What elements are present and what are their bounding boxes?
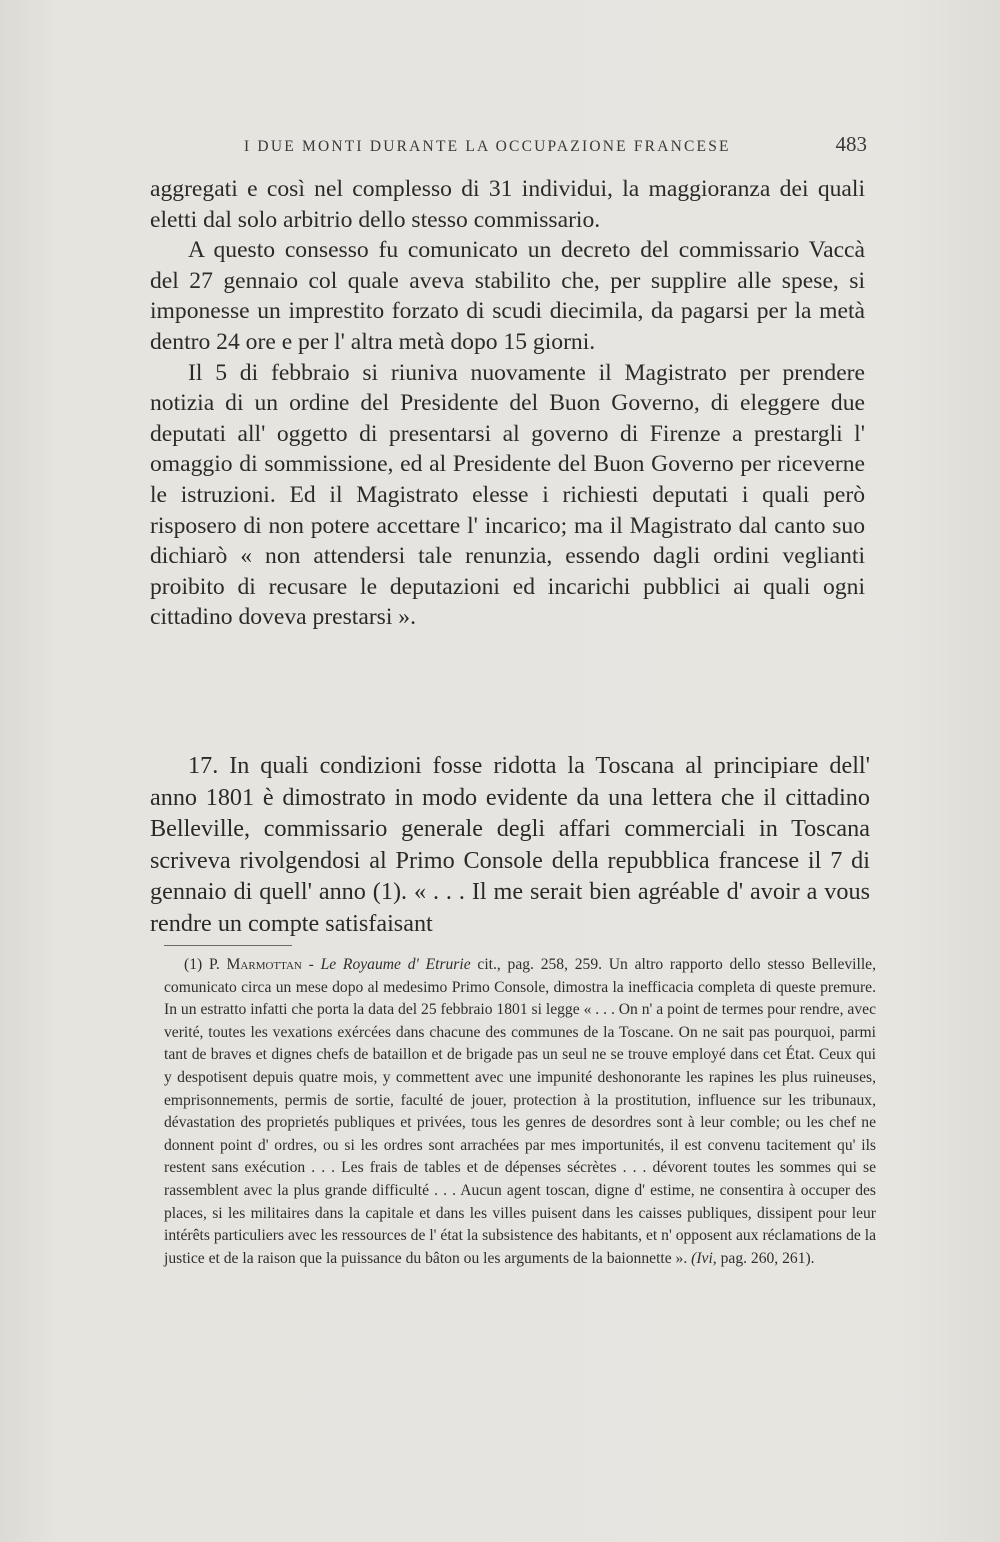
footnote-text: cit., pag. 258, 259. Un altro rapporto dello stesso Belleville, comunicato circa un mese dopo al medesimo Primo Console, dimostra la inefficacia completa di queste premure. In un estratto infatti che porta la data del 25 febbraio 1801 si legge « . . . On n' a point de termes pour rendre, avec verité, toutes les vexations exércées dans chacune des communes de la Toscane. On ne sait pas pourquoi, parmi tant de braves et dignes chefs de bataillon et de brigade pas un seul ne se trouve employé dans cet État. Ceux qui y despotisent depuis quatre mois, y commettent avec une impunité deshonorante les rapines les plus ruineuses, emprisonnements, permis de sortie, faculté de jouer, protection à la prostitution, influence sur les tribunaux, dévastation des proprietés publiques et privées, tous les genres de desordres sont à leur comble; ou les chef ne donnent point d' ordres, ou si les ordres sont arrachées par mes importunités, il est convenu tacitement qu' ils restent sans exécution . . . Les frais de tables et de dépenses sécrètes . . . dévorent toutes les sommes qui se rassemblent avec la plus grande difficulté . . . Aucun agent toscan, digne d' estime, ne consentira à occuper des places, si les militaires dans la capitale et dans les villes puisent dans les caisses publiques, dissipent pour leur intérêts particuliers avec les ressources de l' état la subsistence des habitants, et n' opposent aux réclamations de la justice et de la raison que la puissance du bâton ou les arguments de la baionnette ».: [164, 956, 876, 1267]
paragraph-decree: A questo consesso fu comunicato un decreto del commissario Vaccà del 27 gennaio col quale aveva stabilito che, per supplire alle spese, si imponesse un imprestito forzato di scudi diecimila, da pagarsi per la metà dentro 24 ore e per l' altra metà dopo 15 giorni.: [150, 237, 865, 355]
footnote-marker: (1): [184, 956, 203, 973]
page-header: [150, 132, 865, 162]
footnote-rule: [164, 945, 292, 946]
paragraph-continued: aggregati e così nel complesso di 31 individui, la maggioranza dei quali eletti dal solo arbitrio dello stesso commissario.: [150, 176, 865, 233]
footnote-tail: pag. 260, 261).: [716, 1249, 815, 1267]
footnote-reference: (1): [372, 878, 401, 906]
paragraph-february: Il 5 di febbraio si riuniva nuovamente il Magistrato per prendere notizia di un ordine del Presidente del Buon Governo, di eleggere due deputati all' oggetto di presentarsi al governo di Firenze a prestargli l' omaggio di sommissione, ed al Presidente del Buon Governo per riceverne le istruzioni. Ed il Magistrato elesse i richiesti deputati i quali però risposero di non potere accettare l' incarico; ma il Magistrato dal canto suo dichiarò « non attendersi tale renunzia, essendo dagli ordini veglianti proibito di recusare le deputazioni ed incarichi pubblici ai quali ogni cittadino doveva prestarsi ».: [150, 359, 865, 631]
footnote-paragraph: [164, 954, 876, 1270]
section-17: [150, 750, 870, 940]
section-17-quote: . « . . . Il me serait bien agréable d' avoir a vous rendre un compte satisfaisant: [150, 878, 870, 937]
main-text: [150, 174, 865, 633]
running-title: I DUE MONTI DURANTE LA OCCUPAZIONE FRANCESE: [244, 138, 731, 155]
footnote-author: P. Marmottan: [208, 956, 302, 973]
section-17-text: 17. In quali condizioni fosse ridotta la Toscana al principiare dell' anno 1801 è dimostrato in modo evidente da una lettera che il cittadino Belleville, commissario generale degli affari commerciali in Toscana scriveva rivolgendosi al Primo Console della repubblica francese il 7 di gennaio di quell' anno: [150, 752, 870, 906]
footnote: [164, 954, 876, 1270]
footnote-ivi: (Ivi,: [691, 1249, 717, 1267]
footnote-work-title: Le Royaume d' Etrurie: [320, 956, 471, 973]
paragraph-17: [150, 750, 870, 940]
footnote-separator: -: [301, 956, 321, 973]
page-number: 483: [835, 132, 867, 156]
